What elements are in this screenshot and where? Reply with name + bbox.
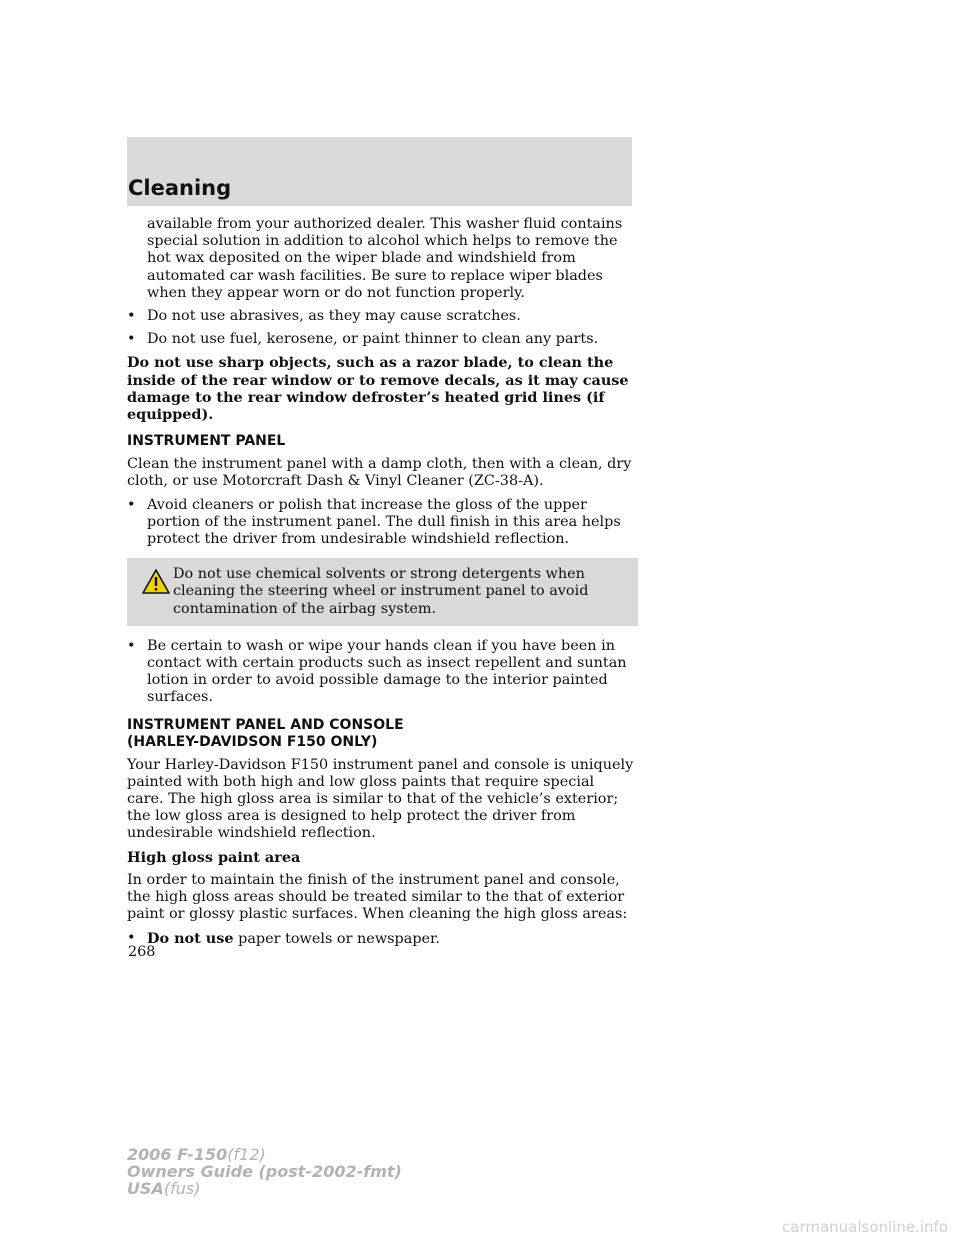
bullet-icon: •	[127, 308, 136, 325]
warning-triangle-icon	[141, 568, 171, 595]
bullet-icon: •	[127, 496, 136, 513]
subheading-high-gloss: High gloss paint area	[127, 848, 301, 866]
instrument-panel-text: Clean the instrument panel with a damp cloth, then with a clean, dry cloth, or use Motorcraft Dash & Vinyl Cleaner (ZC-38-A).	[127, 456, 632, 490]
section-title: Cleaning	[128, 176, 232, 200]
heading-harley-davidson	[127, 717, 635, 751]
intro-continuation: available from your authorized dealer. This washer fluid contains special solution in addition to alcohol which helps to remove the hot wax deposited on the wiper blade and windshield from automated car wash facilities. Be sure to replace wiper blades when they appear worn or do not function properly.	[147, 216, 623, 301]
list-item	[127, 497, 635, 549]
heading-line: INSTRUMENT PANEL AND CONSOLE	[127, 716, 404, 733]
bullet-text: Do not use abrasives, as they may cause scratches.	[147, 308, 521, 325]
bullet-text: Be certain to wash or wipe your hands clean if you have been in contact with certain products such as insect repellent and suntan lotion in order to avoid possible damage to the interior painted surfaces.	[147, 637, 627, 706]
footer-market-code: (fus)	[163, 1179, 201, 1198]
bullet-icon: •	[127, 637, 136, 654]
watermark: carmanualsonline.info	[782, 1218, 948, 1236]
footer-model: 2006 F-150	[127, 1145, 228, 1164]
bullet-icon: •	[127, 929, 136, 946]
page-content	[127, 216, 635, 954]
list-item	[127, 930, 635, 948]
bold-caution: Do not use sharp objects, such as a razor blade, to clean the inside of the rear window or to remove decals, as it may cause damage to the rear window defroster’s heated grid lines (if equipped).	[127, 354, 629, 424]
heading-instrument-panel: INSTRUMENT PANEL	[127, 433, 286, 450]
bullet-text: Avoid cleaners or polish that increase the gloss of the upper portion of the instrument panel. The dull finish in this area helps protect the driver from undesirable windshield reflection.	[147, 496, 621, 548]
harley-davidson-text: Your Harley-Davidson F150 instrument panel and console is uniquely painted with both high and low gloss paints that require special care. The high gloss area is similar to that of the vehicle’s exterior; the low gloss area is designed to help protect the driver from undesirable windshield reflection.	[127, 756, 634, 842]
list-item	[127, 331, 635, 348]
heading-line: (HARLEY-DAVIDSON F150 ONLY)	[127, 733, 378, 750]
bullet-bold-text: Do not use	[147, 929, 234, 947]
page-number: 268	[128, 944, 156, 960]
footer-market: USA	[127, 1179, 164, 1198]
document-footer	[127, 1146, 402, 1197]
footer-guide: Owners Guide (post-2002-fmt)	[127, 1162, 402, 1181]
footer-code: (f12)	[227, 1145, 266, 1164]
bullet-text: paper towels or newspaper.	[233, 930, 440, 947]
bullet-text: Do not use fuel, kerosene, or paint thinner to clean any parts.	[147, 331, 599, 348]
bullet-icon: •	[127, 331, 136, 348]
list-item	[127, 638, 635, 707]
high-gloss-text: In order to maintain the finish of the instrument panel and console, the high gloss areas should be treated similar to the that of exterior paint or glossy plastic surfaces. When cleaning the high gloss areas:	[127, 871, 628, 923]
warning-text: Do not use chemical solvents or strong detergents when cleaning the steering wheel or instrument panel to avoid contamination of the airbag system.	[173, 566, 589, 617]
warning-box	[127, 558, 638, 626]
list-item	[127, 308, 635, 325]
